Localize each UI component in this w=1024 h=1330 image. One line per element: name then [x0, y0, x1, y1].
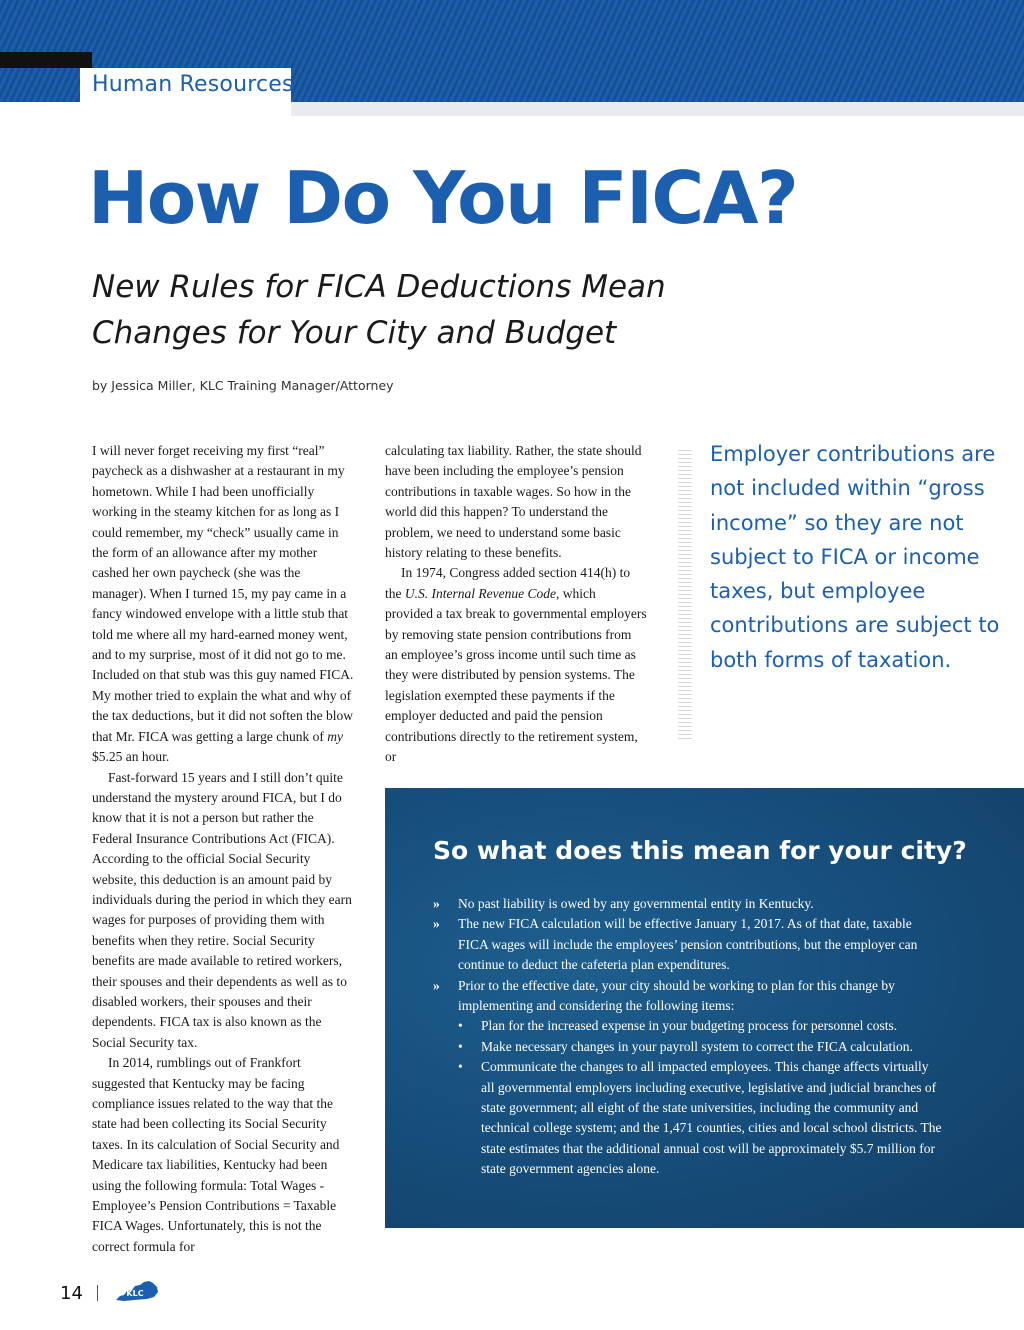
footer-divider [97, 1285, 98, 1301]
page-number: 14 [60, 1283, 83, 1304]
sub-list-item: • Plan for the increased expense in your budgeting process for personnel costs. [458, 1016, 943, 1036]
header-shadow [291, 102, 1024, 116]
emphasis: U.S. Internal Revenue Code [404, 585, 556, 601]
article-title: How Do You FICA? [88, 156, 798, 240]
body-column-2 [385, 441, 647, 768]
bullet-glyph: » [433, 896, 440, 911]
sub-list-item: • Make necessary changes in your payroll system to correct the FICA calculation. [458, 1037, 943, 1057]
sub-bullet-glyph: • [458, 1038, 463, 1054]
logo-text: KLC [126, 1289, 144, 1298]
body-column-1 [92, 441, 354, 1257]
sidebar-sublist [458, 1016, 943, 1179]
body-paragraph: I will never forget receiving my first “real” paycheck as a dishwasher at a restaurant in my hometown. While I had been unofficially working in the steamy kitchen for as long as I could remember, my “check” usually came in the form of an allowance after my mother cashed her own paycheck (she was the manager). When I turned 15, my pay came in a fancy windowed envelope with a little stub that told me where all my hard-earned money went, and to my surprise, most of it did not go to me. Included on that stub was this guy named FICA. My mother tried to explain the what and why of the tax deductions, but it did not soften the blow that Mr. FICA was getting a large chunk of my $5.25 an hour. [92, 443, 354, 765]
sub-bullet-glyph: • [458, 1018, 463, 1034]
body-paragraph: Fast-forward 15 years and I still don’t quite understand the mystery around FICA, but I do know that it is not a person but rather the Federal Insurance Contributions Act (FICA). According to the official Social Security website, this deduction is an amount paid by individuals during the period in which they earn wages for purposes of providing them with benefits when they retire. Social Security benefits are made available to retired workers, their spouses and their dependents as well as to disabled workers, their spouses and their dependents. FICA tax is also known as the Social Security tax. [92, 769, 352, 1050]
emphasis: my [327, 728, 343, 744]
body-paragraph: In 1974, Congress added section 414(h) to the U.S. Internal Revenue Code, which provided a tax break to governmental employers by removing state pension contributions from an employee’s gross income until such time as they were distributed by pension systems. The legislation exempted these payments if the employer deducted and paid the pension contributions directly to the retirement system, or [385, 565, 647, 765]
list-item: » No past liability is owed by any governmental entity in Kentucky. [433, 894, 943, 914]
body-paragraph: In 2014, rumblings out of Frankfort suggested that Kentucky may be facing compliance issues related to the way that the state had been collecting its Social Security taxes. In its calculation of Social Security and Medicare tax liabilities, Kentucky had been using the following formula: Total Wages - Employee’s Pension Contributions = Taxable FICA Wages. Unfortunately, this is not the correct formula for [92, 1055, 340, 1254]
sidebar-list [433, 894, 943, 1180]
body-paragraph: calculating tax liability. Rather, the state should have been including the employee’s pension contributions in taxable wages. So how in the world did this happen? To understand the problem, we need to understand some basic history relating to these benefits. [385, 443, 642, 561]
section-label: Human Resources [92, 72, 294, 97]
klc-logo [114, 1278, 160, 1304]
header-accent-bar [0, 52, 92, 68]
list-item: » Prior to the effective date, your city should be working to plan for this change by implementing and considering the following items: • Plan for the increased expense in your budgeting process for personnel costs. • Make necessary changes in your payroll system to correct the FICA calculation. • Communicate the changes to all impacted employees. This change affects virtually all governmental employers including executive, legislative and judicial branches of state government; all eight of the state universities, including the community and technical college system; and the 1,471 counties, cities and local school districts. The state estimates that the additional annual cost will be approximately $5.7 million for state government agencies alone. [433, 976, 943, 1180]
article-subtitle: New Rules for FICA Deductions Mean Changes for Your City and Budget [92, 269, 666, 351]
byline: by Jessica Miller, KLC Training Manager/Attorney [92, 378, 394, 393]
sidebar-heading: So what does this mean for your city? [433, 836, 967, 865]
bullet-glyph: » [433, 916, 440, 932]
list-item: » The new FICA calculation will be effective January 1, 2017. As of that date, taxable FICA wages will include the employees’ pension contributions, but the employer can continue to deduct the cafeteria plan expenditures. [433, 916, 918, 973]
bullet-glyph: » [433, 977, 440, 993]
sub-bullet-glyph: • [458, 1059, 463, 1075]
sub-list-item: • Communicate the changes to all impacted employees. This change affects virtually all governmental employers including executive, legislative and judicial branches of state government; all eight of the state universities, including the community and technical college system; and the 1,471 counties, cities and local school districts. The state estimates that the additional annual cost will be approximately $5.7 million for state government agencies alone. [458, 1059, 942, 1177]
pullquote-rule [678, 447, 692, 739]
pullquote: Employer contributions are not included within “gross income” so they are not subject to FICA or income taxes, but employee contributions are subject to both forms of taxation. [710, 442, 1000, 672]
